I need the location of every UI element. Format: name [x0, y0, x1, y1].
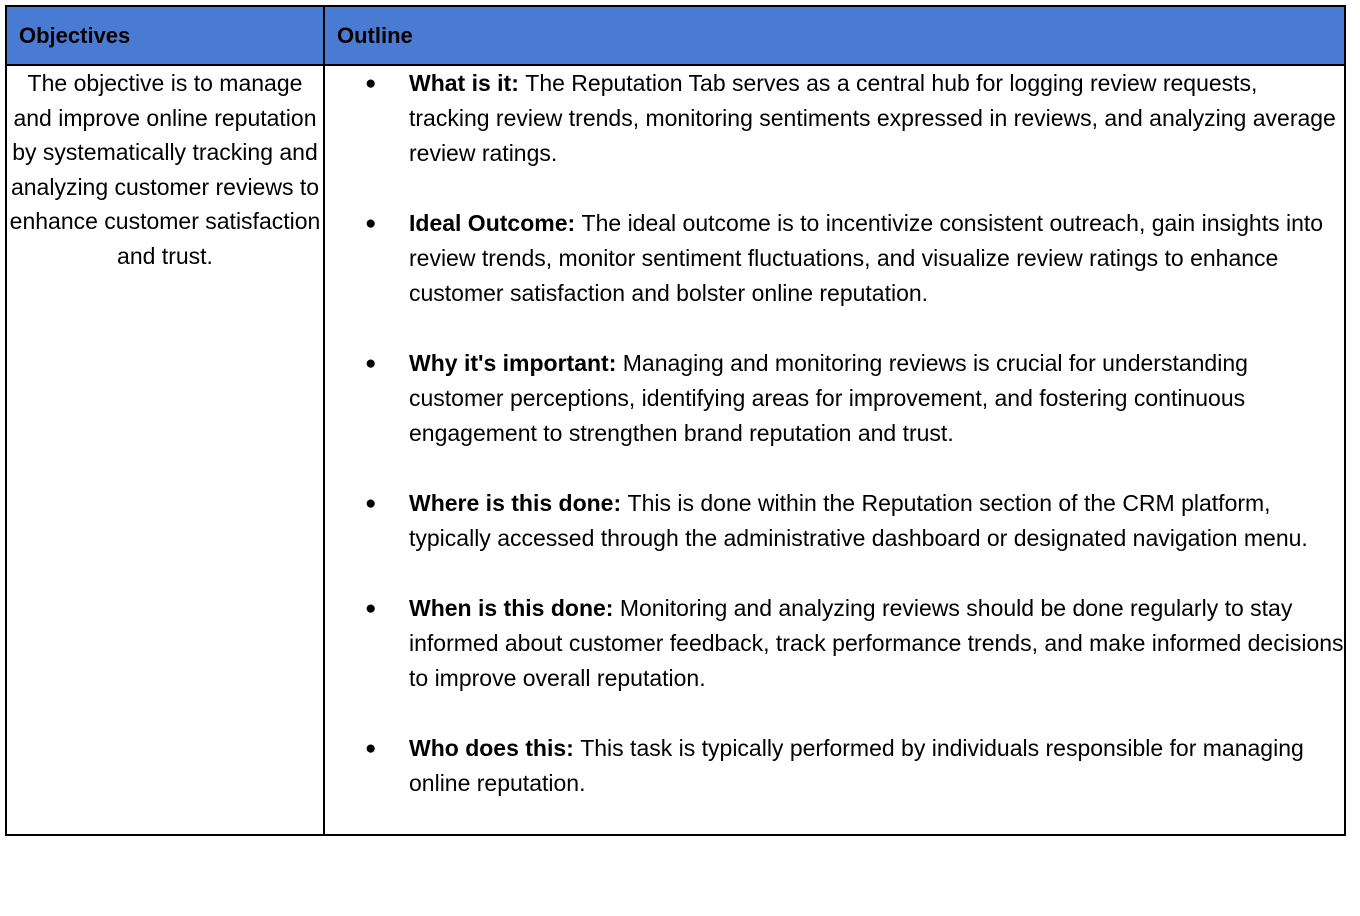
outline-item-text: Managing and monitoring reviews is crucial for understanding customer perceptions, identifying areas for improvement, and fostering continuous engagement to strengthen brand reputation and trust. — [409, 350, 1248, 446]
outline-item-label: Why it's important: — [409, 350, 623, 376]
outline-header: Outline — [324, 6, 1345, 65]
outline-item-label: Who does this: — [409, 735, 581, 761]
table-header-row — [6, 6, 1345, 65]
bullet-icon: ● — [365, 73, 377, 94]
bullet-icon: ● — [365, 598, 377, 619]
bullet-icon: ● — [365, 353, 377, 374]
outline-item-when-done — [325, 591, 1344, 696]
outline-item-what-is-it — [325, 66, 1344, 171]
outline-item-label: What is it: — [409, 70, 526, 96]
outline-item-why-important — [325, 346, 1344, 451]
outline-item-text: This task is typically performed by individuals responsible for managing online reputation. — [409, 735, 1304, 796]
outline-item-text: This is done within the Reputation section of the CRM platform, typically accessed through the administrative dashboard or designated navigation menu. — [409, 490, 1308, 551]
outline-item-text: The Reputation Tab serves as a central hub for logging review requests, tracking review trends, monitoring sentiments expressed in reviews, and analyzing average review ratings. — [409, 70, 1336, 166]
outline-item-label: Where is this done: — [409, 490, 628, 516]
objective-text: The objective is to manage and improve online reputation by systematically tracking and analyzing customer reviews to enhance customer satisfaction and trust. — [9, 70, 321, 269]
outline-list — [325, 66, 1344, 801]
outline-item-text: The ideal outcome is to incentivize consistent outreach, gain insights into review trends, monitor sentiment fluctuations, and visualize review ratings to enhance customer satisfaction and bolster online reputation. — [409, 210, 1324, 306]
outline-item-where-done — [325, 486, 1344, 556]
outline-cell — [324, 65, 1345, 835]
objectives-header: Objectives — [6, 6, 324, 65]
outline-item-ideal-outcome — [325, 206, 1344, 311]
outline-item-label: When is this done: — [409, 595, 620, 621]
bullet-icon: ● — [365, 493, 377, 514]
objective-cell — [6, 65, 324, 835]
bullet-icon: ● — [365, 213, 377, 234]
table-body-row — [6, 65, 1345, 835]
outline-item-label: Ideal Outcome: — [409, 210, 582, 236]
objectives-outline-table — [5, 5, 1346, 836]
bullet-icon: ● — [365, 738, 377, 759]
outline-item-who-does — [325, 731, 1344, 801]
outline-item-text: Monitoring and analyzing reviews should be done regularly to stay informed about customer feedback, track performance trends, and make informed decisions to improve overall reputation. — [409, 595, 1344, 691]
